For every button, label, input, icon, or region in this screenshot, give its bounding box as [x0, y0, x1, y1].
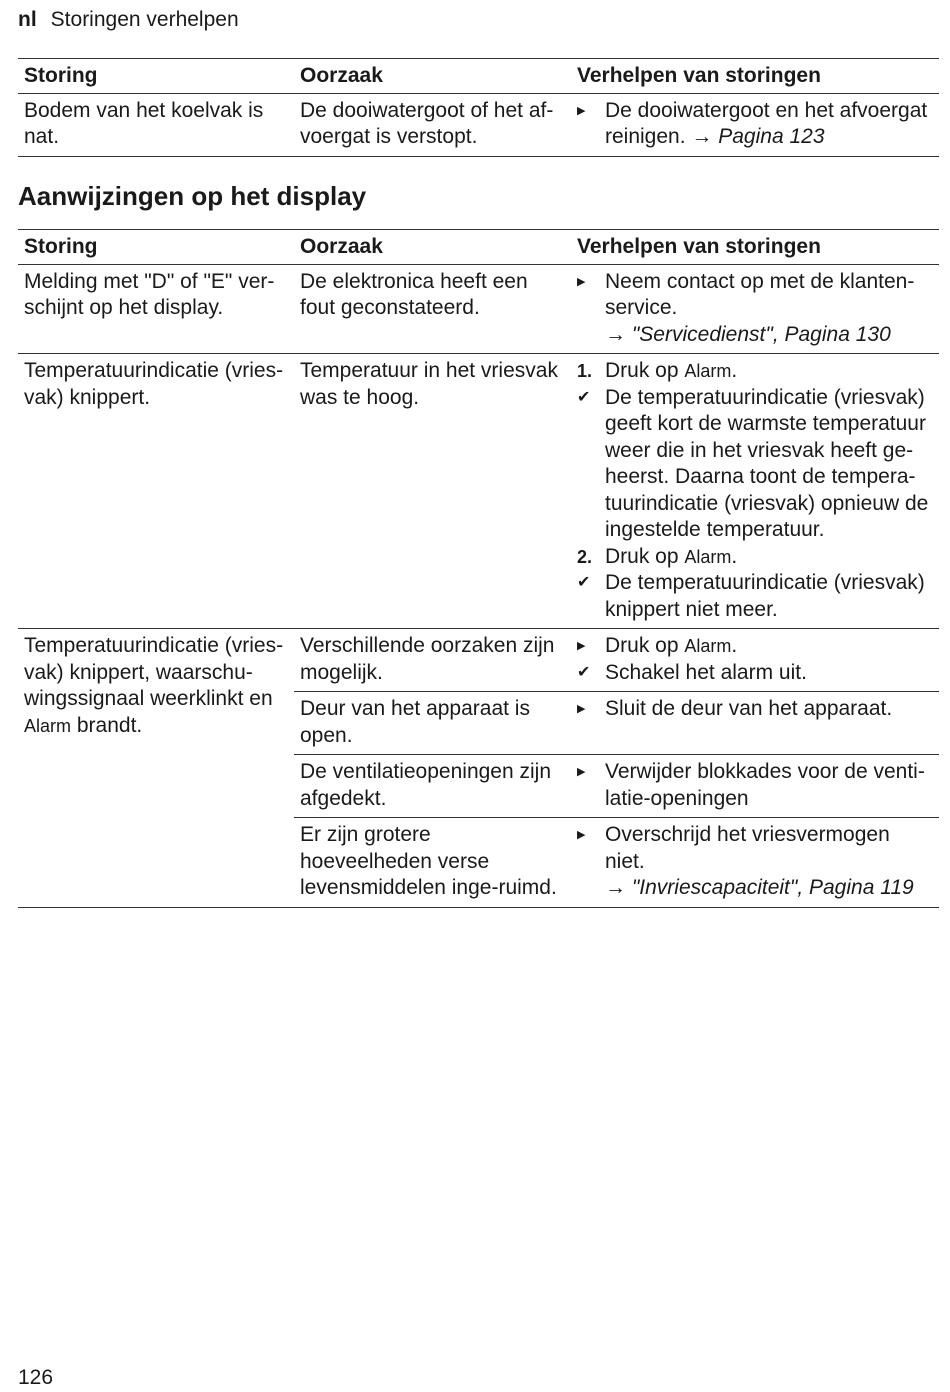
step-text: Verwijder blokkades voor de venti-latie-openingen [605, 760, 925, 810]
step-text: Sluit de deur van het apparaat. [605, 697, 893, 720]
step-number: 1. [577, 361, 593, 381]
check-icon: ✔ [577, 574, 591, 591]
verhelpen-cell: ▶ Druk op Alarm. ✔ Schakel het alarm uit. [571, 629, 939, 692]
triangle-bullet-icon: ▶ [577, 703, 586, 715]
arrow-right-icon: → [691, 125, 713, 148]
storing-cell: Bodem van het koelvak is nat. [18, 93, 294, 156]
check-icon: ✔ [577, 663, 591, 681]
verhelpen-cell [571, 818, 939, 908]
verhelpen-cell [571, 264, 939, 354]
oorzaak-cell: Er zijn grotere hoeveelheden verse levensmiddelen inge-ruimd. [294, 818, 571, 908]
triangle-bullet-icon: ▶ [577, 766, 586, 778]
page-header [18, 8, 239, 32]
verhelpen-cell [571, 93, 939, 156]
oorzaak-cell: Deur van het apparaat is open. [294, 692, 571, 755]
triangle-bullet-icon: ▶ [577, 104, 586, 117]
storing-text: Temperatuurindicatie (vries-vak) knippert, waarschu-wingssignaal weerklinkt en [24, 634, 284, 710]
alarm-key-label: Alarm [684, 546, 732, 567]
step-number: 2. [577, 546, 593, 567]
table-row [18, 354, 939, 629]
oorzaak-cell: De ventilatieopeningen zijn afgedekt. [294, 755, 571, 818]
oorzaak-cell: De elektronica heeft een fout geconstateerd. [294, 264, 571, 354]
step-text: Overschrijd het vriesvermogen niet. [605, 823, 890, 873]
step-text: Druk op [605, 359, 679, 382]
step-text: Druk op [605, 634, 679, 657]
page-reference-link[interactable]: Pagina 123 [718, 125, 825, 148]
alarm-key-label: Alarm [24, 715, 72, 736]
column-header-oorzaak: Oorzaak [294, 230, 571, 265]
alarm-key-label: Alarm [684, 636, 732, 656]
arrow-right-icon: → [605, 322, 626, 346]
oorzaak-cell: De dooiwatergoot of het af-voergat is verstopt. [294, 93, 571, 156]
column-header-oorzaak: Oorzaak [294, 59, 571, 94]
storing-cell: Melding met "D" of "E" ver-schijnt op het display. [18, 264, 294, 354]
verhelpen-cell [571, 692, 939, 755]
step-text: De dooiwatergoot en het afvoergat reinigen. [605, 98, 928, 148]
table-row [18, 264, 939, 354]
table-row [18, 93, 939, 156]
page-reference-link[interactable]: "Servicedienst", Pagina 130 [631, 322, 891, 346]
column-header-verhelpen: Verhelpen van storingen [571, 230, 939, 265]
column-header-storing: Storing [18, 59, 294, 94]
column-header-storing: Storing [18, 230, 294, 265]
alarm-key-label: Alarm [684, 361, 732, 381]
storing-text-end: brandt. [76, 713, 143, 737]
verhelpen-cell [571, 755, 939, 818]
troubleshooting-table-1 [18, 58, 939, 157]
oorzaak-cell: Temperatuur in het vriesvak was te hoog. [294, 354, 571, 629]
check-icon: ✔ [577, 388, 591, 406]
storing-cell: Temperatuurindicatie (vries-vak) knippert. [18, 354, 294, 629]
table-header-row [18, 230, 939, 265]
triangle-bullet-icon: ▶ [577, 640, 586, 652]
storing-cell [18, 629, 294, 908]
triangle-bullet-icon: ▶ [577, 829, 586, 841]
step-text: Neem contact op met de klanten-service. [605, 269, 915, 319]
result-text: Schakel het alarm uit. [605, 660, 807, 684]
result-text: De temperatuurindicatie (vriesvak) geeft kort de warmste temperatuur weer die in het vriesvak heeft ge-heerst. Daarna toont de tempera-tuurindicatie (vriesvak) opnieuw de ingestelde temperatuur. [605, 385, 929, 541]
page-number: 126 [18, 1366, 54, 1389]
section-title: Aanwijzingen op het display [18, 181, 367, 211]
troubleshooting-table-2 [18, 229, 939, 908]
result-text: De temperatuurindicatie (vriesvak) knippert niet meer. [605, 571, 925, 621]
table-header-row [18, 59, 939, 94]
step-text: Druk op [605, 544, 679, 568]
language-code: nl [18, 8, 37, 31]
column-header-verhelpen: Verhelpen van storingen [571, 59, 939, 94]
chapter-title: Storingen verhelpen [50, 8, 239, 31]
oorzaak-cell: Verschillende oorzaken zijn mogelijk. [294, 629, 571, 692]
table-row [18, 629, 939, 692]
arrow-right-icon: → [605, 876, 626, 899]
verhelpen-cell: 1. Druk op Alarm. ✔ De temperatuurindicatie (vriesvak) geeft kort de warmste temperatuur weer die in het vriesvak heeft ge-heerst. Daarna toont de tempera-tuurindicatie (vriesvak) opnieuw de ingestelde temperatuur. 2. Druk op Alarm. ✔ De temperatuurindicatie (vriesvak) knippert niet meer. [571, 354, 939, 629]
triangle-bullet-icon: ▶ [577, 275, 586, 288]
page-reference-link[interactable]: "Invriescapaciteit", Pagina 119 [631, 876, 914, 899]
